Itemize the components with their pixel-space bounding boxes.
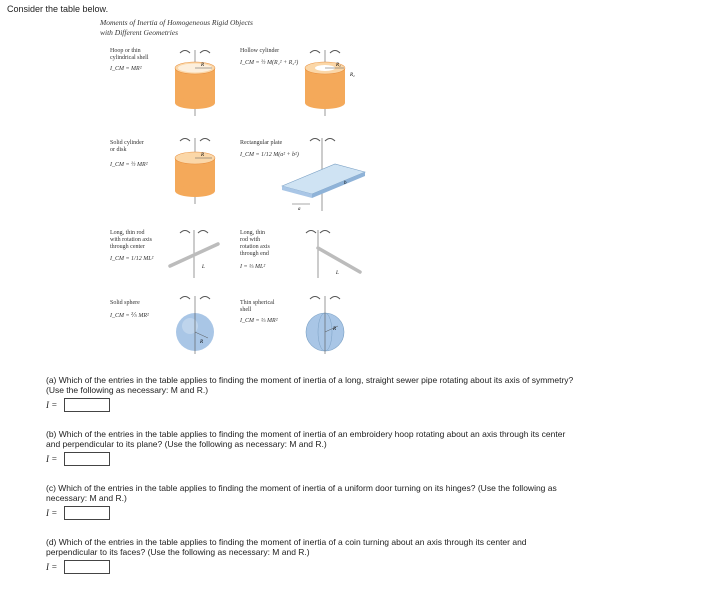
question-b: (b) Which of the entries in the table applies to finding the moment of inertia of an embroidery hoop rotating about an axis through its center and perpendicular to its plane? (Use the following as necessary: M and R.) [46,429,566,449]
question-a: (a) Which of the entries in the table applies to finding the moment of inertia of a long, straight sewer pipe rotating about its axis of symmetry? (Use the following as necessary: M and R.) [46,375,574,395]
rod-center-shape [162,228,232,283]
solid-sphere-label: Solid sphere [110,300,140,306]
rod-center-formula: I_CM = 1/12 ML² [110,256,154,262]
rod-center-dim: L [202,265,205,270]
solid-cylinder-label: Solid cylinder or disk [110,140,144,153]
hollow-cylinder-label: Hollow cylinder [240,48,280,54]
plate-dim-b: b [344,181,347,186]
plate-dim-a: a [298,207,301,212]
hollow-dim1: R₁ [336,63,341,68]
answer-input-a[interactable] [64,398,110,412]
solid-cylinder-formula: I_CM = ½ MR² [110,162,148,168]
answer-label-b: I = [46,454,58,464]
moments-of-inertia-table [100,18,390,374]
answer-row-a [46,396,110,414]
hoop-shape [170,48,220,118]
rod-end-dim: L [336,271,339,276]
rectangular-plate-label: Rectangular plate [240,140,283,146]
spherical-shell-label: Thin spherical shell [240,300,275,313]
solid-sphere-dim: R [200,340,204,345]
question-d: (d) Which of the entries in the table applies to finding the moment of inertia of a coin turning about an axis through its center and perpendicular to its faces? (Use the following as necessary: M and R.) [46,537,527,557]
hoop-dim: R [201,63,205,68]
rod-end-formula: I = ⅓ ML² [240,264,266,270]
answer-row-c [46,504,110,522]
rod-center-label: Long, thin rod with rotation axis through center [110,230,152,250]
answer-input-c[interactable] [64,506,110,520]
hoop-label: Hoop or thin cylindrical shell [110,48,149,61]
hollow-cylinder-formula: I_CM = ½ M(R₁² + R₂²) [240,60,299,66]
answer-label-d: I = [46,562,58,572]
solid-cylinder-shape [170,136,220,206]
solid-cylinder-dim: R [201,153,205,158]
answer-row-b [46,450,110,468]
rod-end-shape [290,228,370,283]
rod-end-label: Long, thin rod with rotation axis through end [240,230,270,257]
rectangular-plate-shape [280,136,370,216]
hollow-cylinder-shape [300,48,360,118]
solid-sphere-formula: I_CM = ⅖ MR² [110,313,149,319]
solid-sphere-shape [170,294,220,356]
spherical-shell-shape [300,294,350,356]
answer-label-c: I = [46,508,58,518]
hoop-formula: I_CM = MR² [110,66,142,72]
rectangular-plate-formula: I_CM = 1/12 M(a² + b²) [240,152,299,158]
hollow-dim2: R₂ [350,73,355,78]
answer-label-a: I = [46,400,58,410]
spherical-shell-formula: I_CM = ⅔ MR² [240,318,278,324]
intro-text: Consider the table below. [7,4,109,14]
figure-title: Moments of Inertia of Homogeneous Rigid Objects with Different Geometries [100,18,253,37]
answer-row-d [46,558,110,576]
question-c: (c) Which of the entries in the table applies to finding the moment of inertia of a uniform door turning on its hinges? (Use the following as necessary: M and R.) [46,483,557,503]
answer-input-b[interactable] [64,452,110,466]
answer-input-d[interactable] [64,560,110,574]
spherical-shell-dim: R [333,327,337,332]
